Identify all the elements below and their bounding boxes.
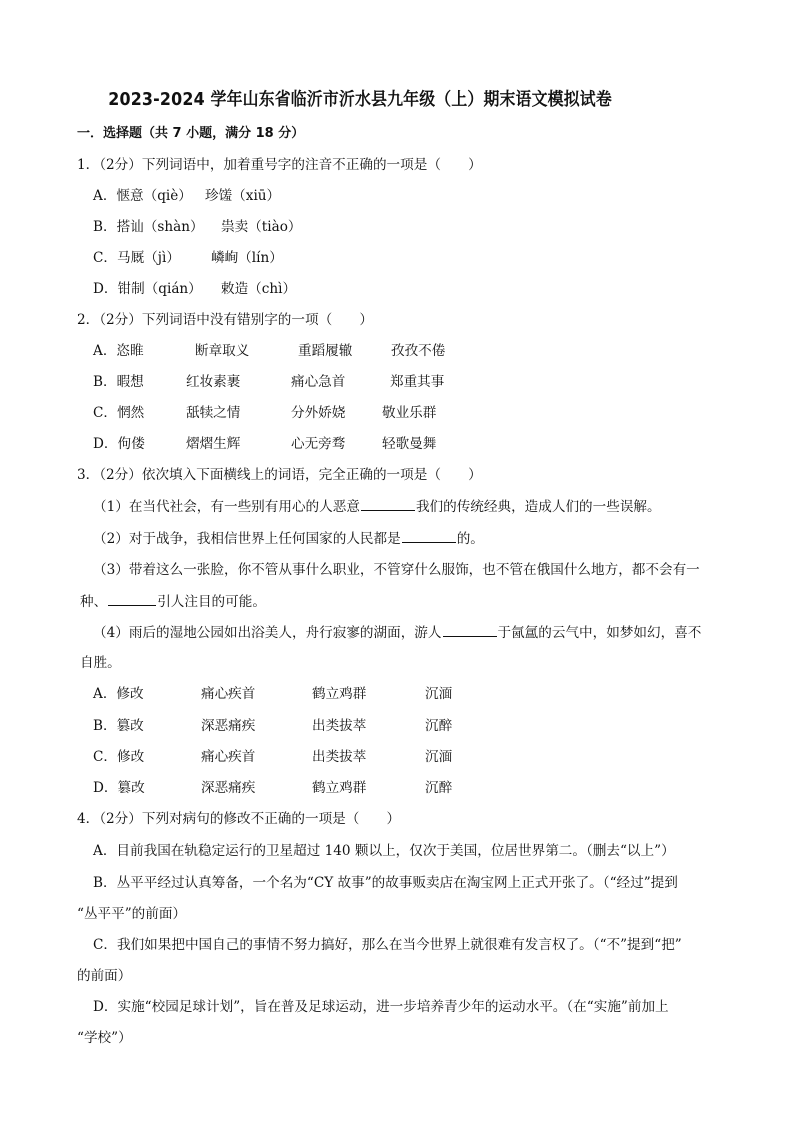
q2-option-d-2: 熠熠生辉: [186, 436, 241, 452]
q4-option-b-line-1: B．丛平平经过认真筹备，一个名为“CY 故事”的故事贩卖店在淘宝网上正式开张了。（“经过”提到: [93, 875, 678, 891]
q3-option-d-2: 深恶痛疾: [201, 780, 256, 796]
q3-option-c-4: 沉湎: [425, 749, 453, 765]
q2-option-c-4: 敬业乐群: [382, 405, 437, 421]
q1-option-c-1: C．马厩（jì）: [93, 250, 180, 266]
q3-option-c-1: C．修改: [93, 749, 145, 765]
q2-option-d-4: 轻歌曼舞: [382, 436, 437, 452]
q3-s2-part-a: （2）对于战争，我相信世界上任何国家的人民都是: [93, 531, 401, 547]
q2-option-d-3: 心无旁骛: [291, 436, 346, 452]
q2-option-a-4: 孜孜不倦: [391, 343, 446, 359]
q3-option-d-1: D．篡改: [93, 780, 145, 796]
q3-s4-part-a: （4）雨后的湿地公园如出浴美人，舟行寂寥的湖面，游人: [93, 625, 442, 641]
q3-s3-part-b: 种、: [80, 594, 108, 610]
q4-option-d-line-2: “学校”）: [77, 1030, 132, 1046]
q3-option-b-1: B．篡改: [93, 718, 144, 734]
q1-option-b-2: 祟卖（tiào）: [221, 219, 302, 235]
q1-option-d-1: D．钳制（qián）: [93, 281, 202, 297]
q1-option-a-1: A．惬意（qiè）: [93, 188, 192, 204]
question-3-stem: 3．（2分）依次填入下面横线上的词语，完全正确的一项是（ ）: [77, 467, 482, 483]
page-title: 2023-2024 学年山东省临沂市沂水县九年级（上）期末语文模拟试卷: [108, 90, 612, 110]
section-heading: 一．选择题（共 7 小题，满分 18 分）: [77, 126, 305, 141]
q4-option-c-line-1: C．我们如果把中国自己的事情不努力搞好，那么在当今世界上就很难有发言权了。（“不”提到“把”: [93, 937, 682, 953]
q3-s4-part-b: 于氤氲的云气中，如梦如幻，喜不: [497, 625, 702, 641]
q3-option-d-3: 鹤立鸡群: [312, 780, 367, 796]
question-1-stem: 1．（2分）下列词语中，加着重号字的注音不正确的一项是（ ）: [77, 157, 482, 173]
q3-s1-part-a: （1）在当代社会，有一些别有用心的人恶意: [93, 499, 360, 515]
q2-option-b-3: 痛心急首: [291, 374, 346, 390]
q3-option-a-4: 沉湎: [425, 686, 453, 702]
q3-sentence-3-line-2: [80, 591, 266, 612]
q3-option-c-3: 出类拔萃: [312, 749, 367, 765]
q3-option-c-2: 痛心疾首: [201, 749, 256, 765]
q3-blank-2: [402, 528, 456, 543]
q3-sentence-4-line-2: 自胜。: [80, 655, 121, 671]
q1-option-c-2: 嶙峋（lín）: [211, 250, 283, 266]
q2-option-c-3: 分外娇娆: [291, 405, 346, 421]
q2-option-c-1: C．惘然: [93, 405, 145, 421]
q4-option-a: A．目前我国在轨稳定运行的卫星超过 140 颗以上，仅次于美国，位居世界第二。（删去“以上”）: [93, 843, 675, 859]
q3-blank-3: [108, 591, 156, 606]
q3-option-a-3: 鹤立鸡群: [312, 686, 367, 702]
q3-sentence-1: [93, 496, 661, 517]
q3-sentence-3-line-1: （3）带着这么一张脸，你不管从事什么职业，不管穿什么服饰，也不管在俄国什么地方，都不会有一: [93, 562, 700, 578]
q2-option-a-3: 重蹈履辙: [298, 343, 353, 359]
q3-s2-part-b: 的。: [456, 531, 484, 547]
question-4-stem: 4．（2分）下列对病句的修改不正确的一项是（ ）: [77, 811, 401, 827]
q3-option-b-3: 出类拔萃: [312, 718, 367, 734]
q3-sentence-2: [93, 528, 484, 549]
q2-option-b-4: 郑重其事: [390, 374, 445, 390]
q2-option-b-2: 红妆素裹: [186, 374, 241, 390]
q3-s1-part-b: 我们的传统经典，造成人们的一些误解。: [415, 499, 661, 515]
q3-option-b-2: 深恶痛疾: [201, 718, 256, 734]
q3-s3-part-c: 引人注目的可能。: [157, 594, 266, 610]
q3-blank-1: [361, 496, 415, 511]
q3-blank-4: [443, 622, 497, 637]
q2-option-d-1: D．佝偻: [93, 436, 145, 452]
q1-option-b-1: B．搭讪（shàn）: [93, 219, 204, 235]
q2-option-a-1: A．恣睢: [93, 343, 144, 359]
q4-option-d-line-1: D．实施“校园足球计划”，旨在普及足球运动，进一步培养青少年的运动水平。（在“实施”前加上: [93, 999, 669, 1015]
q2-option-a-2: 断章取义: [195, 343, 250, 359]
q3-option-d-4: 沉醉: [425, 780, 453, 796]
q3-sentence-4-line-1: [93, 622, 701, 643]
q2-option-c-2: 舐犊之情: [186, 405, 241, 421]
question-2-stem: 2．（2分）下列词语中没有错别字的一项（ ）: [77, 312, 373, 328]
q2-option-b-1: B．暇想: [93, 374, 144, 390]
q3-option-a-2: 痛心疾首: [201, 686, 256, 702]
q1-option-a-2: 珍馐（xiū）: [205, 188, 281, 204]
q4-option-c-line-2: 的前面）: [77, 968, 132, 984]
q3-option-a-1: A．修改: [93, 686, 144, 702]
q3-option-b-4: 沉醉: [425, 718, 453, 734]
q4-option-b-line-2: “丛平平”的前面）: [77, 906, 187, 922]
q1-option-d-2: 敕造（chì）: [221, 281, 297, 297]
